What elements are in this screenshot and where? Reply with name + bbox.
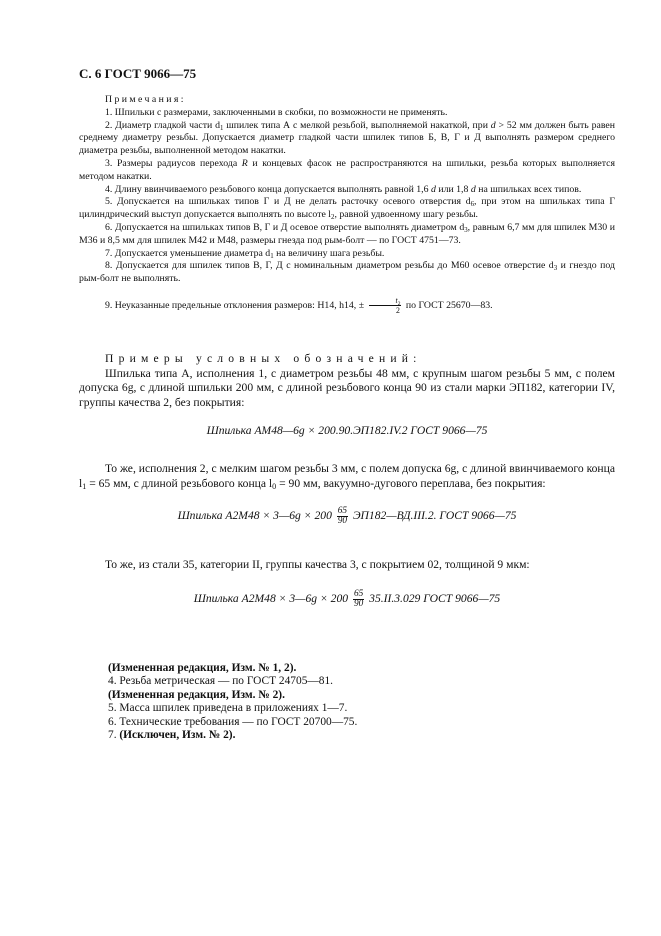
note-9: 9. Неуказанные предельные отклонения размеров: Н14, h14, ± $\frac{t_2}{2}$ по ГОСТ 25670—83. (105, 295, 493, 315)
example-2-text: То же, исполнения 2, с мелким шагом резьбы 3 мм, с полем допуска 6g, с длиной ввинчиваемого конца $l_1 = 65$ мм, с длиной резьбового конца $l_0 = 90$ мм, вакуумно-дугового переплава, без покрытия: (79, 462, 615, 491)
item-5: 5. Масса шпилек приведена в приложениях 1—7. (108, 702, 348, 715)
note-2: 2. Диаметр гладкой части $d_1$ шпилек типа А с мелкой резьбой, выполняемой накаткой, при d > 52 мм должен быть равен среднему диаметру резьбы. Допускается диаметр гладкой части шпилек типов Б, В, Г и Д выполнять размером среднего диаметра резьбы, выполненной методом накатки. (79, 119, 615, 157)
note-8: 8. Допускается для шпилек типов В, Г, Д с номинальным диаметром резьбы до М60 осевое отверстие $d_3$ и гнездо под рым-болт не выполнять. (79, 260, 615, 285)
amendment-note-1: (Измененная редакция, Изм. № 1, 2). (108, 662, 297, 674)
examples-title: Примеры условных обозначений: (105, 352, 422, 365)
page-header: С. 6 ГОСТ 9066—75 (79, 66, 197, 81)
tolerance-fraction: $\frac{t_2}{2}$ (369, 296, 402, 315)
amendment-note-2: (Измененная редакция, Изм. № 2). (108, 688, 285, 701)
example-1-text: Шпилька типа А, исполнения 1, с диаметром резьбы 48 мм, с крупным шагом резьбы 5 мм, с полем допуска 6g, с длиной шпильки 200 мм, с длиной резьбового конца 90 из стали марки ЭП182, категории IV, группы качества 2, без покрытия: (79, 366, 615, 409)
notes-title: Примечания: (105, 94, 186, 105)
example-3-formula: Шпилька А2М48 × 3—6g × 200 $\frac{65}{90}$ 35.II.3.029 ГОСТ 9066—75 (193, 589, 501, 609)
bottom-list (108, 662, 608, 742)
item-6: 6. Технические требования — по ГОСТ 20700—75. (108, 715, 358, 728)
note-5: 5. Допускается на шпильках типов Г и Д не делать расточку осевого отверстия $d_6$, при этом на шпильках типа Г цилиндрический выступ допускается выполнять по высоте $l_2$, равной удвоенному шагу резьбы. (79, 196, 615, 222)
item-4: 4. Резьба метрическая — по ГОСТ 24705—81. (108, 675, 334, 688)
notes-section (79, 94, 615, 315)
note-4: 4. Длину ввинчиваемого резьбового конца допускается выполнять равной 1,6 d или 1,8 d на шпильках всех типов. (105, 183, 582, 195)
item-7: 7. (Исключен, Изм. № 2). (108, 729, 236, 742)
note-1: 1. Шпильки с размерами, заключенными в скобки, по возможности не применять. (105, 106, 448, 118)
note-6: 6. Допускается на шпильках типов В, Г и Д осевое отверстие выполнять диаметром $d_3$, равным 6,7 мм для шпилек М30 и М36 и 8,5 мм для шпилек М42 и М48, размеры гнезда под рым-болт — по ГОСТ 4751—73. (79, 221, 615, 246)
example-2-formula: Шпилька А2М48 × 3—6g × 200 $\frac{65}{90}$ ЭП182—ВД.III.2. ГОСТ 9066—75 (177, 506, 517, 526)
examples-section (79, 352, 615, 410)
example-3-text: То же, из стали 35, категории II, группы качества 3, с покрытием 02, толщиной 9 мкм: (105, 558, 530, 571)
note-7: 7. Допускается уменьшение диаметра $d_1$ на величину шага резьбы. (105, 247, 385, 260)
example-1-formula: Шпилька АМ48—6g × 200.90.ЭП182.IV.2 ГОСТ 9066—75 (206, 424, 488, 437)
note-3: 3. Размеры радиусов перехода R и концевых фасок не распространяются на шпильки, резьба которых выполняется методом накатки. (79, 157, 615, 182)
